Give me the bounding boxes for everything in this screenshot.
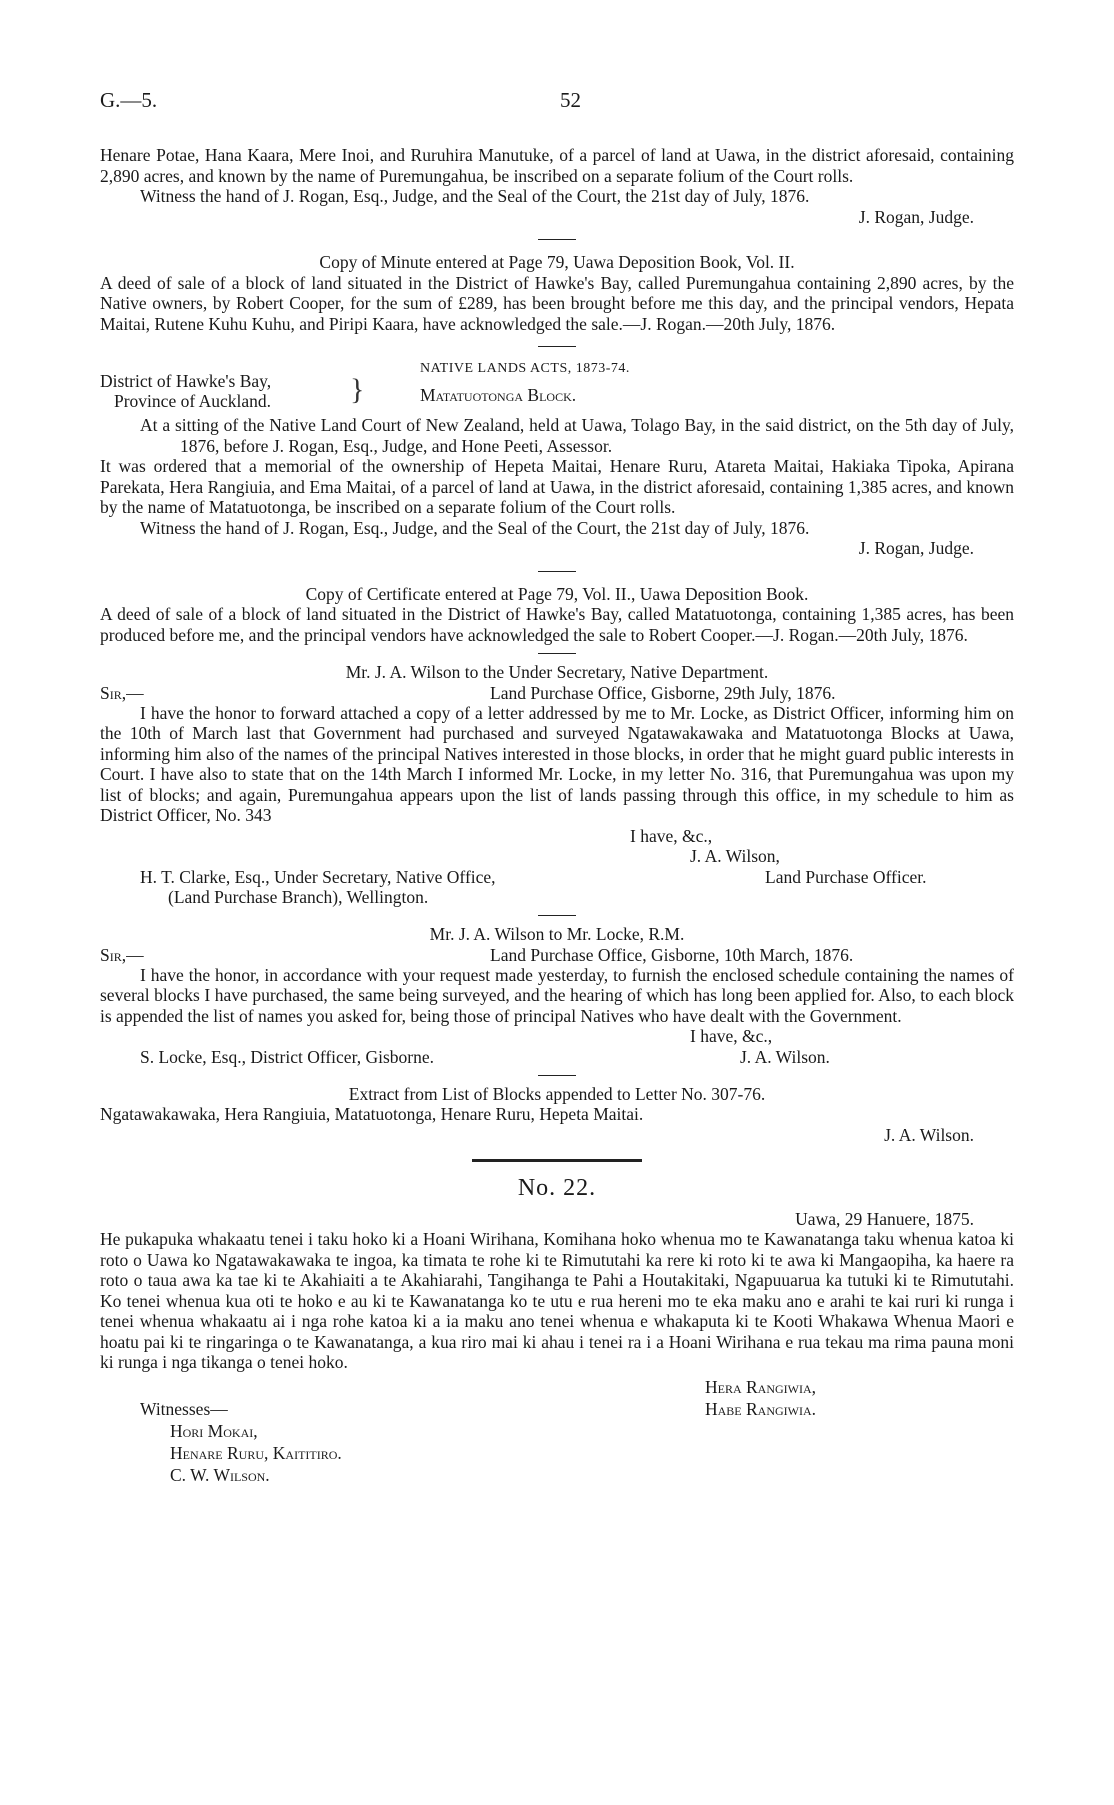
witness-line: Witness the hand of J. Rogan, Esq., Judge, and the Seal of the Court, the 21st day of July, 1876.: [140, 186, 810, 206]
witness-name: Hori Mokai,: [170, 1420, 258, 1441]
signatory-title: Land Purchase Officer.: [765, 866, 927, 887]
province-name: Province of Auckland.: [114, 391, 271, 411]
judge-signature: J. Rogan, Judge.: [858, 206, 974, 227]
recipient-row: [100, 1047, 1014, 1067]
recipient-line: S. Locke, Esq., District Officer, Gisborne.: [140, 1046, 434, 1067]
minute-heading: Copy of Minute entered at Page 79, Uawa Deposition Book, Vol. II.: [319, 252, 795, 272]
letter-heading: Mr. J. A. Wilson to the Under Secretary, Native Department.: [345, 662, 769, 682]
closing-line: I have, &c.,: [690, 1026, 773, 1046]
thick-divider: [472, 1159, 642, 1162]
section-divider: [538, 915, 576, 916]
witness-name: C. W. Wilson.: [170, 1464, 270, 1485]
recipient-row: [100, 867, 1014, 887]
letter-address: Land Purchase Office, Gisborne, 10th March, 1876.: [490, 944, 854, 965]
maori-deed-paragraph: He pukapuka whakaatu tenei i taku hoko ki a Hoani Wirihana, Komihana hoko whenua mo te Kawanatanga taku whenua katoa ki roto o Uawa ko Ngatawakawaka te ingoa, ka timata te rohe ki te Rimututahi ka rere ki roto ki te awa ki Mangaopiha, ka haere ra roto o taua awa ka tae ki te Akahiaiti a te Akahiarahi, Tangihanga te Pahi a Houtakitaki, Ngapuuarua ka tutuki ki te Rimututahi. Ko tenei whenua kua oti te hoko e au ki te Kawanatanga ko te utu e rua hereni mo te eka maku ano e arahi te kai ruri ki runga i tenei whenua whakaatu ai i nga rohe katoa ki a ia maku ano tenei whenua e whakaputa ki te Kooti Whakawa Whenua Maori e hoatu pai ki te ringaringa o te Kawanatanga, a kua riro mai ki ahau i tenei ra i a Hoani Wirihana e rua tekau ma rima pauna moni ki runga i nga tikanga o tenei hoko.: [100, 1229, 1014, 1372]
salutation-row: [100, 683, 1014, 703]
certificate-heading: Copy of Certificate entered at Page 79, Vol. II., Uawa Deposition Book.: [305, 583, 809, 604]
minute-paragraph: A deed of sale of a block of land situated in the District of Hawke's Bay, called Puremungahua containing 2,890 acres, by the Native owners, by Robert Cooper, for the sum of £289, has been brought before me this day, and the principal vendors, Hepata Maitai, Rutene Kuhu Kuhu, and Piripi Kaara, have acknowledged the sale.—J. Rogan.—20th July, 1876.: [100, 272, 1014, 334]
extract-paragraph: Ngatawakawaka, Hera Rangiuia, Matatuotonga, Henare Ruru, Hepeta Maitai.: [100, 1104, 644, 1124]
document-body: [100, 145, 1014, 1491]
witness-name: Henare Ruru, Kaititiro.: [170, 1442, 342, 1463]
document-reference: G.—5.: [100, 88, 158, 112]
salutation: Sir,—: [100, 682, 144, 703]
salutation-row: [100, 945, 1014, 965]
letter-paragraph: I have the honor, in accordance with your request made yesterday, to furnish the enclosed schedule containing the names of several blocks I have purchased, the same being surveyed, and the hearing of which has long been applied for. Also, to each block is appended the list of names you asked for, being those of principal Natives who have dealt with the Government.: [100, 964, 1014, 1026]
extract-heading: Extract from List of Blocks appended to Letter No. 307-76.: [348, 1083, 766, 1104]
recipient-line: H. T. Clarke, Esq., Under Secretary, Native Office,: [140, 866, 496, 887]
signatory-name: J. A. Wilson.: [884, 1124, 974, 1145]
block-name: Matatuotonga Block.: [420, 385, 577, 405]
district-name: District of Hawke's Bay,: [100, 371, 272, 391]
recipient-line-2: (Land Purchase Branch), Wellington.: [168, 886, 429, 907]
witness-line: Witness the hand of J. Rogan, Esq., Judge, and the Seal of the Court, the 21st day of July, 1876.: [140, 517, 810, 538]
letter-paragraph: I have the honor to forward attached a copy of a letter addressed by me to Mr. Locke, as District Officer, informing him on the 10th of March last that Government had purchased and surveyed Ngatawakawaka and Matatuotonga Blocks at Uawa, informing him also of the names of the principal Natives interested in those blocks, in order that he might guard public interests in Court. I have also to state that on the 14th March I informed Mr. Locke, in my letter No. 316, that Puremungahua was upon my list of blocks; and again, Puremungahua appears upon the list of lands passing through this office, in my schedule to him as District Officer, No. 343: [100, 702, 1014, 825]
signer-name: Habe Rangiwia.: [705, 1398, 817, 1419]
signatory-name: J. A. Wilson.: [740, 1046, 830, 1067]
brace-glyph: }: [350, 373, 365, 406]
acts-heading: NATIVE LANDS ACTS, 1873-74.: [420, 361, 630, 376]
section-divider: [538, 346, 576, 347]
signature-block: [100, 1373, 1014, 1491]
page-number: 52: [560, 88, 581, 112]
sitting-paragraph: At a sitting of the Native Land Court of New Zealand, held at Uawa, Tolago Bay, in the said district, on the 5th day of July, 1876, before J. Rogan, Esq., Judge, and Hone Peeti, Assessor.: [140, 415, 1014, 456]
page-header: [100, 90, 1014, 114]
signatory-name: J. A. Wilson,: [690, 846, 780, 866]
dateline: Uawa, 29 Hanuere, 1875.: [795, 1208, 974, 1229]
judge-signature: J. Rogan, Judge.: [858, 538, 974, 558]
letter-address: Land Purchase Office, Gisborne, 29th July, 1876.: [490, 682, 836, 703]
district-heading-block: [100, 359, 1014, 415]
witnesses-label: Witnesses—: [140, 1398, 228, 1419]
district-province: [100, 371, 271, 411]
order-continuation-paragraph: Henare Potae, Hana Kaara, Mere Inoi, and Ruruhira Manutuke, of a parcel of land at Uawa, in the district aforesaid, containing 2,890 acres, and known by the name of Puremungahua, be inscribed on a separate folium of the Court rolls.: [100, 145, 1014, 186]
section-divider: [538, 571, 576, 572]
order-paragraph: It was ordered that a memorial of the ownership of Hepeta Maitai, Henare Ruru, Atareta Maitai, Hakiaka Tipoka, Apirana Parekata, Hera Rangiuia, and Ema Maitai, of a parcel of land at Uawa, in the district aforesaid, containing 1,385 acres, and known by the name of Matatuotonga, be inscribed on a separate folium of the Court rolls.: [100, 456, 1014, 517]
section-divider: [538, 1075, 576, 1076]
salutation: Sir,—: [100, 944, 144, 965]
document-number: No. 22.: [517, 1175, 597, 1201]
section-divider: [538, 653, 576, 654]
section-divider: [538, 239, 576, 240]
signer-name: Hera Rangiwia,: [705, 1376, 817, 1397]
closing-line: I have, &c.,: [630, 825, 713, 846]
certificate-paragraph: A deed of sale of a block of land situated in the District of Hawke's Bay, called Matatuotonga, containing 1,385 acres, has been produced before me, and the principal vendors have acknowledged the sale to Robert Cooper.—J. Rogan.—20th July, 1876.: [100, 604, 1014, 645]
letter-heading: Mr. J. A. Wilson to Mr. Locke, R.M.: [429, 924, 685, 944]
